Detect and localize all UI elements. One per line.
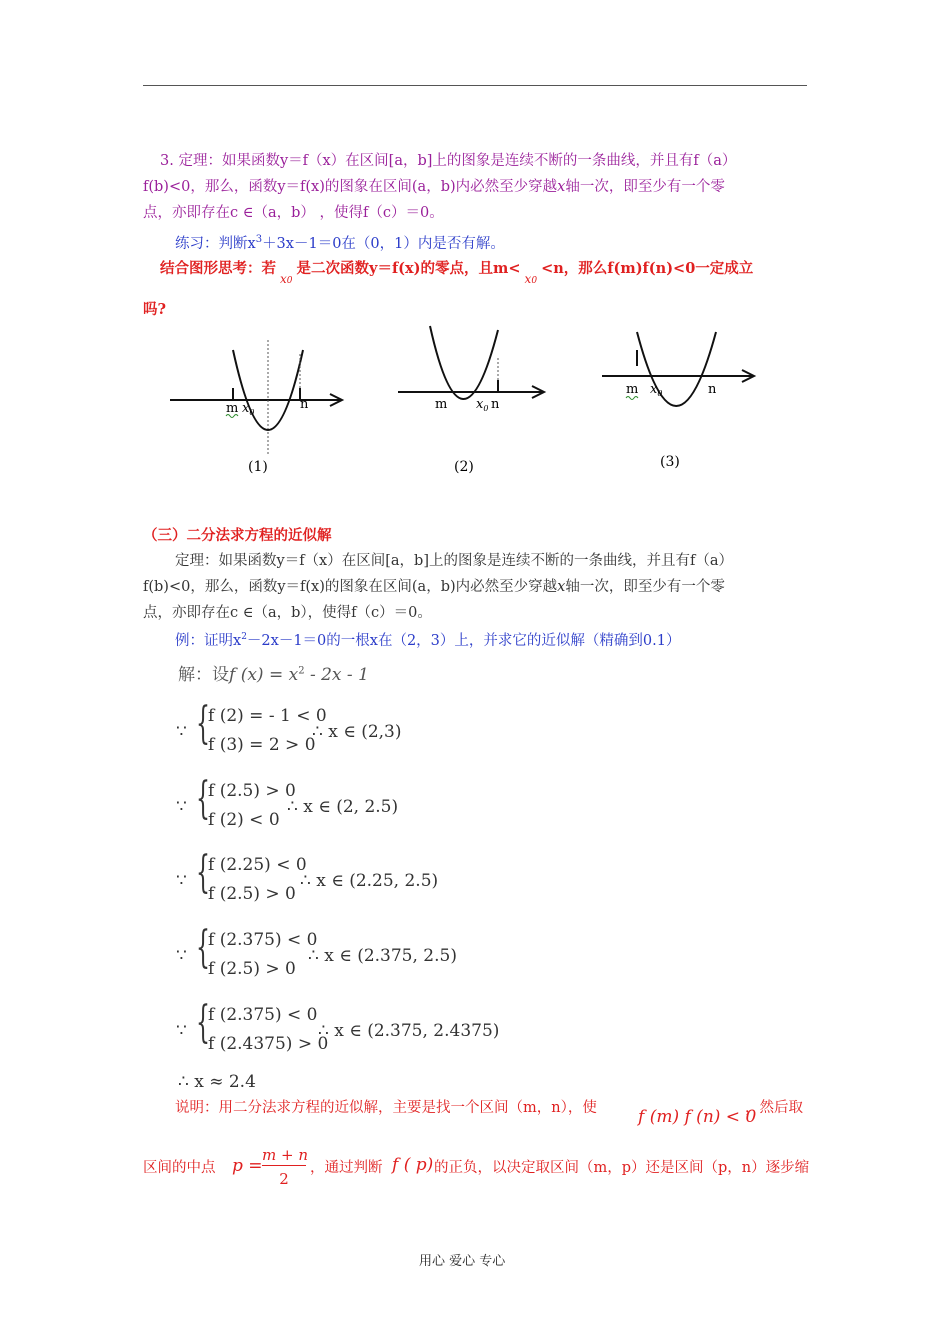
step-conclusion: ∴ x ∈ (2,3) <box>312 722 402 742</box>
step-bottom-condition: f (3) = 2 > 0 <box>208 735 316 755</box>
practice-line: 练习：判断$x^3+3x-1=0$在（0，1）内是否有解。 <box>175 234 505 252</box>
step-conclusion: ∴ x ∈ (2, 2.5) <box>287 797 399 817</box>
explain-line-2-b: ，通过判断 <box>310 1160 383 1176</box>
section-heading: （三）二分法求方程的近似解 <box>143 527 332 544</box>
step-conclusion: ∴ x ∈ (2.375, 2.5) <box>308 946 457 966</box>
graph-3 <box>602 332 754 470</box>
think-line-1: 结合图形思考：若$_{x0}$是二次函数y＝f(x)的零点，且$m<_{x0}<n$，那么f(m)f(n)<0一定成立 <box>160 260 754 286</box>
step-bottom-condition: f (2.5) > 0 <box>208 884 296 904</box>
step-top-condition: f (2.375) < 0 <box>208 930 318 950</box>
think-line-2: 吗? <box>143 301 166 318</box>
explain-line-2-a: 区间的中点 <box>143 1160 216 1176</box>
theorem-line-1: 3. 定理：如果函数y＝f（x）在区间[a，b]上的图象是连续不断的一条曲线，并且有f（a） <box>160 153 737 169</box>
formula-fm-fn: f (m) f (n) < 0 <box>638 1107 757 1127</box>
bisection-theorem-line-1: 定理：如果函数y＝f（x）在区间[a，b]上的图象是连续不断的一条曲线，并且有f（a） <box>175 553 733 569</box>
brace: { <box>196 922 210 973</box>
brace: { <box>196 997 210 1048</box>
because-symbol: ∵ <box>176 946 187 966</box>
graph-3-x0: $x_0$ <box>650 382 663 398</box>
brace: { <box>196 698 210 749</box>
step-bottom-condition: f (2) < 0 <box>208 810 280 830</box>
header-rule <box>143 85 807 86</box>
fraction-numerator: m + n <box>262 1146 308 1164</box>
graph-1-m: m <box>226 401 239 416</box>
graph-3-n: n <box>708 382 717 397</box>
graph-1 <box>170 340 342 475</box>
because-symbol: ∵ <box>176 871 187 891</box>
step-bottom-condition: f (2.4375) > 0 <box>208 1034 329 1054</box>
brace: { <box>196 773 210 824</box>
bisection-theorem-line-3: 点，亦即存在c ∈（a，b），使得f（c）＝0。 <box>143 605 432 621</box>
step-conclusion: ∴ x ∈ (2.375, 2.4375) <box>318 1021 500 1041</box>
final-answer: ∴ x ≈ 2.4 <box>178 1072 256 1092</box>
theorem-line-3: 点，亦即存在c ∈（a，b） ，使得f（c）＝0。 <box>143 205 444 221</box>
graph-1-x0: $x_0$ <box>242 401 255 417</box>
graph-3-label: (3) <box>660 454 680 470</box>
example-line: 例：证明$x^2-2x-1=0$的一根x在（2，3）上，并求它的近似解（精确到0.1） <box>175 632 681 649</box>
explain-line-2-c: 的正负，以决定取区间（m，p）还是区间（p，n）逐步缩 <box>434 1160 810 1176</box>
graph-2-label: (2) <box>454 459 474 475</box>
explain-line-1-end: ，然后取 <box>745 1100 803 1116</box>
graph-3-m: m <box>626 382 639 397</box>
footer: 用心 爱心 专心 <box>419 1254 506 1269</box>
step-top-condition: f (2) = - 1 < 0 <box>208 706 327 726</box>
formula-fp: f ( p) <box>392 1155 434 1175</box>
fraction-denominator: 2 <box>279 1170 289 1188</box>
step-conclusion: ∴ x ∈ (2.25, 2.5) <box>300 871 439 891</box>
theorem-line-2: f(b)<0，那么，函数y＝f(x)的图象在区间(a，b)内必然至少穿越x轴一次，即至少有一个零 <box>143 179 725 195</box>
step-top-condition: f (2.5) > 0 <box>208 781 296 801</box>
because-symbol: ∵ <box>176 797 187 817</box>
graph-1-label: (1) <box>248 459 268 475</box>
graph-2-n: n <box>491 397 500 412</box>
step-bottom-condition: f (2.5) > 0 <box>208 959 296 979</box>
step-top-condition: f (2.25) < 0 <box>208 855 307 875</box>
graph-2-m: m <box>435 397 448 412</box>
graph-1-n: n <box>300 397 309 412</box>
because-symbol: ∵ <box>176 1021 187 1041</box>
explain-line-1: 说明：用二分法求方程的近似解，主要是找一个区间（m，n），使 <box>175 1100 597 1116</box>
graph-2 <box>398 326 544 475</box>
solution-intro: 解：设f $(x) = x^2 - 2x - 1$ <box>178 665 369 685</box>
graph-2-x0: $x_0$ <box>476 397 489 413</box>
bisection-theorem-line-2: f(b)<0，那么，函数y＝f(x)的图象在区间(a，b)内必然至少穿越x轴一次，即至少有一个零 <box>143 579 725 595</box>
brace: { <box>196 847 210 898</box>
parabola-figures <box>160 320 780 490</box>
step-top-condition: f (2.375) < 0 <box>208 1005 318 1025</box>
p-equals: p = <box>232 1156 263 1176</box>
because-symbol: ∵ <box>176 722 187 742</box>
